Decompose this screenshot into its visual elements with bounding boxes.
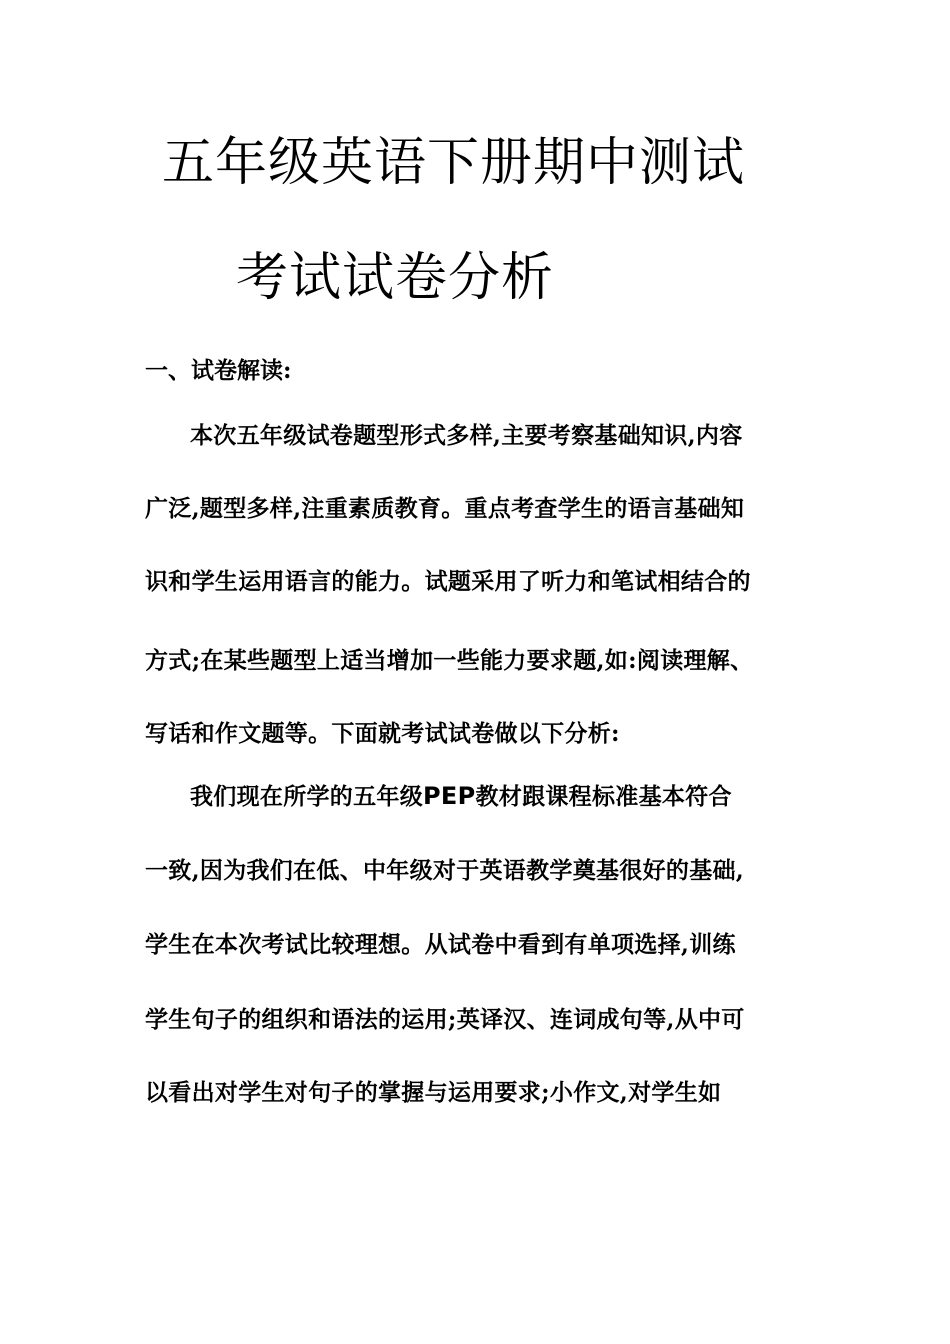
paragraph-2-line-2: 一致,因为我们在低、中年级对于英语教学奠基很好的基础, [145, 857, 745, 884]
section-heading: 一、试卷解读: [145, 357, 292, 384]
paragraph-1-line-5: 写话和作文题等。下面就考试试卷做以下分析: [145, 720, 620, 747]
document-title-line-2: 考试试卷分析 [236, 248, 555, 308]
document-title-line-1: 五年级英语下册期中测试 [162, 133, 746, 193]
paragraph-2-line-1-after: 教材跟课程标准基本符合 [475, 783, 732, 810]
paragraph-2-line-1 [190, 781, 732, 812]
paragraph-1-line-1: 本次五年级试卷题型形式多样,主要考察基础知识,内容 [190, 422, 743, 449]
paragraph-2-line-4: 学生句子的组织和语法的运用;英译汉、连词成句等,从中可 [145, 1006, 745, 1033]
paragraph-2-line-1-before: 我们现在所学的五年级 [190, 783, 423, 810]
paragraph-1-line-4: 方式;在某些题型上适当增加一些能力要求题,如:阅读理解、 [145, 647, 754, 674]
paragraph-1-line-2: 广泛,题型多样,注重素质教育。重点考查学生的语言基础知 [145, 495, 745, 522]
pep-term: PEP [423, 782, 476, 810]
paragraph-1-line-3: 识和学生运用语言的能力。试题采用了听力和笔试相结合的 [145, 568, 751, 595]
paragraph-2-line-5: 以看出对学生对句子的掌握与运用要求;小作文,对学生如 [145, 1079, 722, 1106]
paragraph-2-line-3: 学生在本次考试比较理想。从试卷中看到有单项选择,训练 [145, 931, 736, 958]
